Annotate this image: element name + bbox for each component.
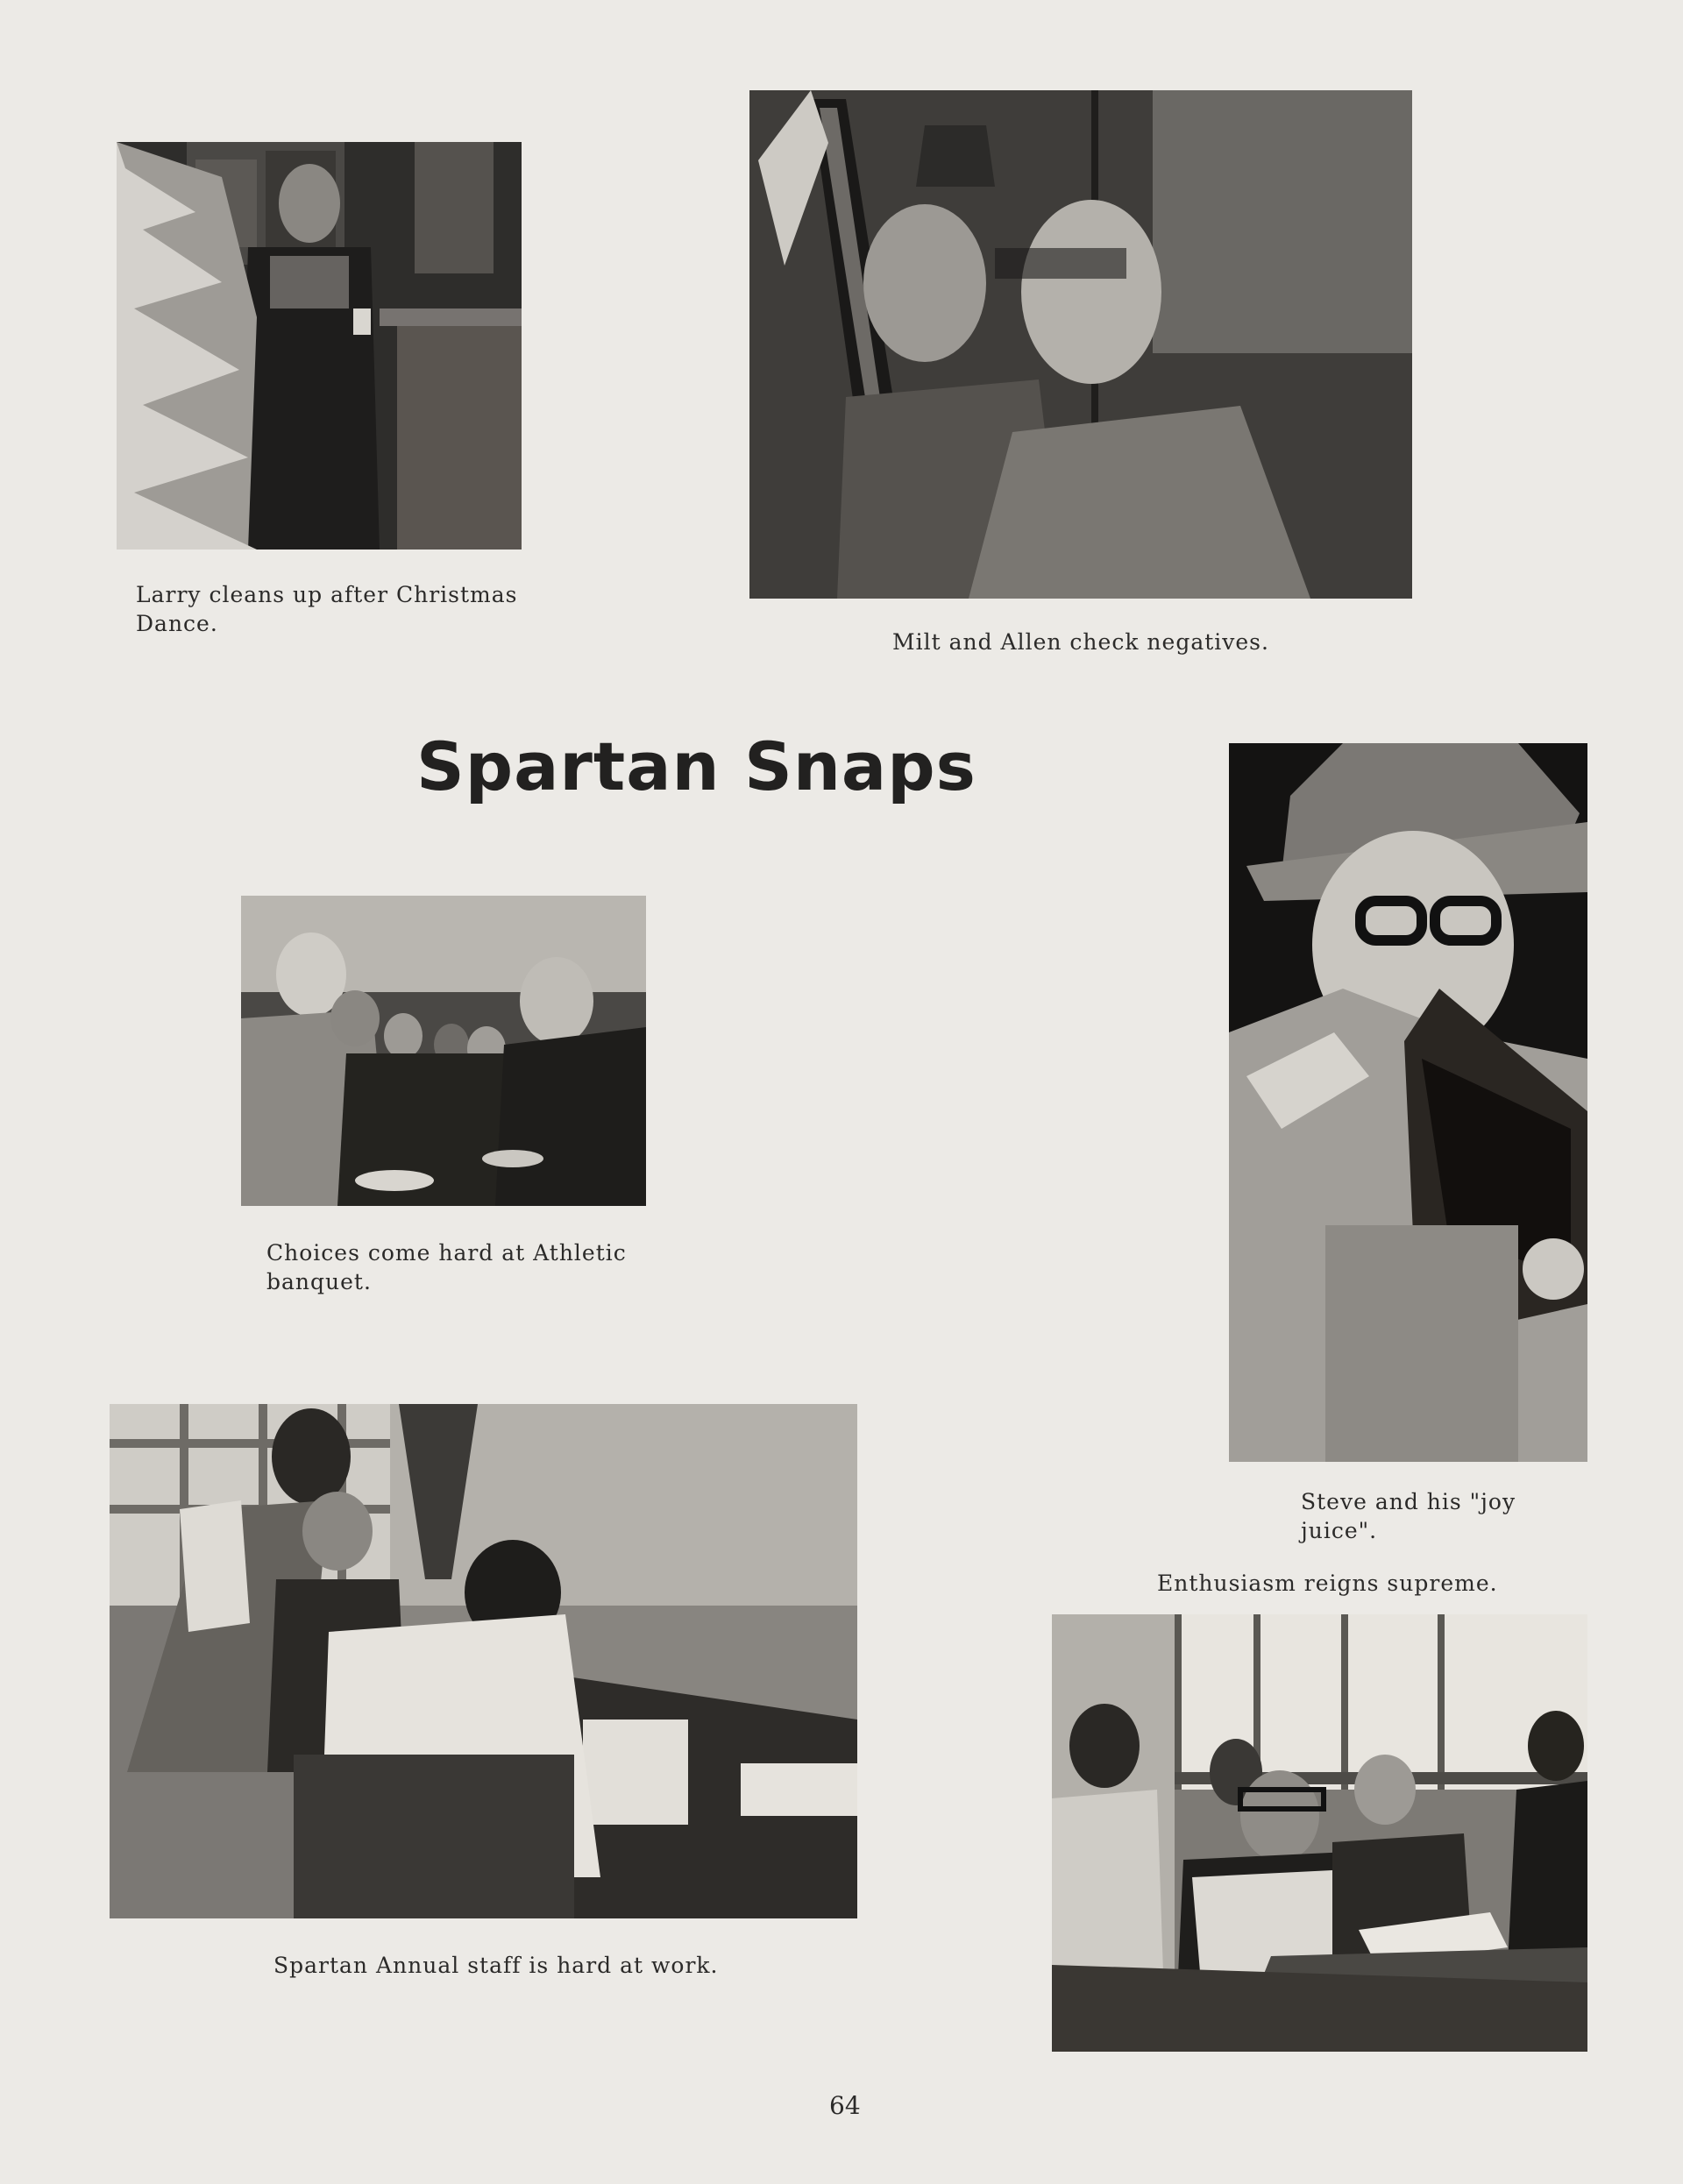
- caption-class: Enthusiasm reigns supreme.: [1157, 1571, 1498, 1596]
- caption-choices: Choices come hard at Athletic banquet.: [266, 1240, 627, 1294]
- photo-athletic-banquet: [241, 896, 646, 1206]
- photo-annual-staff: [110, 1404, 857, 1918]
- page-title: Spartan Snaps: [416, 727, 976, 805]
- page-number: 64: [829, 2091, 861, 2120]
- photo-larry-christmas-dance: [117, 142, 522, 550]
- photo-steve-joy-juice: [1229, 743, 1587, 1462]
- caption-annual: Spartan Annual staff is hard at work.: [273, 1953, 719, 1978]
- caption-milt: Milt and Allen check negatives.: [892, 629, 1269, 655]
- caption-steve: Steve and his "joy juice".: [1301, 1489, 1516, 1543]
- photo-classroom-enthusiasm: [1052, 1614, 1587, 2052]
- caption-larry: Larry cleans up after Christmas Dance.: [136, 582, 518, 636]
- photo-milt-allen-negatives: [749, 90, 1412, 599]
